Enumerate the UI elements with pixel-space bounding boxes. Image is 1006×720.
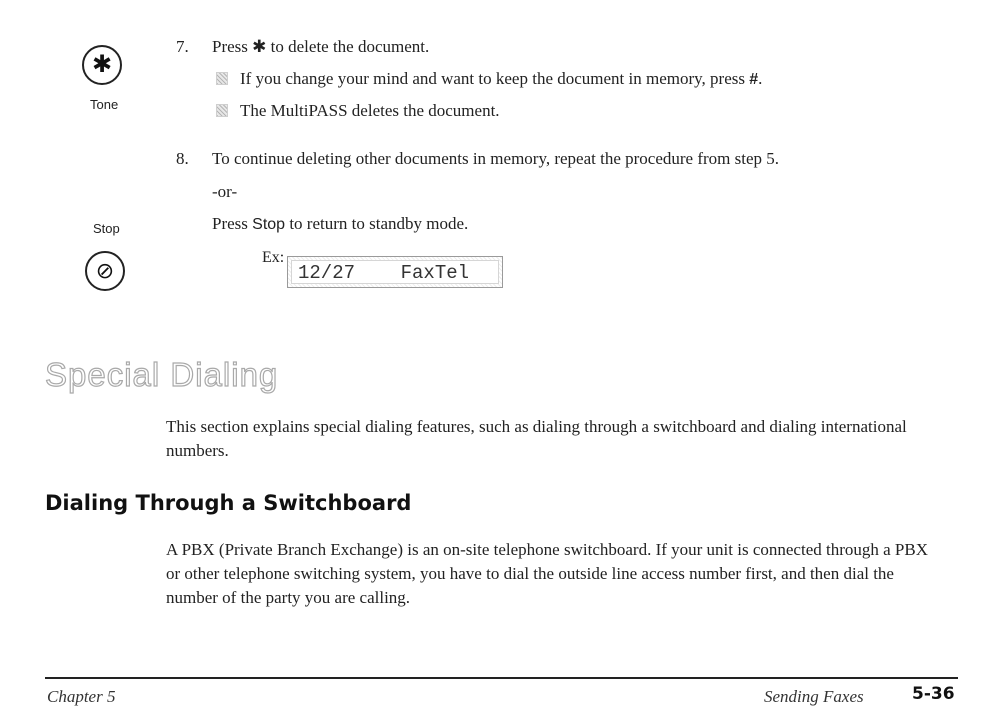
stop-key-name: Stop [252, 216, 286, 233]
stop-key-icon [85, 251, 125, 291]
bullet-icon [216, 104, 228, 117]
example-label: Ex: [262, 249, 285, 266]
subsection-heading: Dialing Through a Switchboard [45, 491, 412, 515]
footer-rule [45, 677, 958, 679]
hash-key: # [749, 71, 759, 88]
asterisk-key-icon: ✱ [252, 37, 267, 56]
bullet-1-pre: If you change your mind and want to keep the document in memory, press [240, 69, 750, 88]
section-heading: Special Dialing [45, 356, 279, 393]
step-8-or: -or- [212, 182, 238, 201]
step-7-bullet-1 [240, 67, 762, 92]
footer-title: Sending Faxes [764, 687, 864, 706]
step-8-number: 8. [176, 149, 189, 168]
lcd-text: 12/27 FaxTel [291, 260, 499, 284]
subsection-body: A PBX (Private Branch Exchange) is an on-site telephone switchboard. If your unit is connected through a PBX or other telephone switching system, you have to dial the outside line access number first, and then dial the number of the party you are calling. [166, 540, 928, 607]
tone-label: Tone [90, 97, 119, 112]
step-7-bullet-2: The MultiPASS deletes the document. [240, 101, 500, 120]
step-8-text: To continue deleting other documents in memory, repeat the procedure from step 5. [212, 149, 780, 168]
step-8-press-stop [212, 212, 468, 237]
press-post: to return to standby mode. [285, 214, 469, 233]
bullet-1-post: . [758, 69, 763, 88]
step-7-number: 7. [176, 37, 189, 56]
asterisk-icon: ✱ [91, 51, 113, 78]
step-7-text [212, 35, 429, 59]
section-intro: This section explains special dialing features, such as dialing through a switchboard and dialing international numbers. [166, 417, 907, 460]
bullet-icon [216, 72, 228, 85]
lcd-display [287, 256, 503, 288]
stop-label: Stop [93, 221, 120, 236]
step-7-pre: Press [212, 37, 253, 56]
tone-key-icon [82, 45, 122, 85]
footer-page-number: 5-36 [912, 684, 955, 704]
step-7-post: to delete the document. [266, 37, 430, 56]
press-pre: Press [212, 214, 253, 233]
stop-symbol-icon: ⊘ [95, 258, 115, 283]
footer-chapter: Chapter 5 [47, 687, 116, 706]
